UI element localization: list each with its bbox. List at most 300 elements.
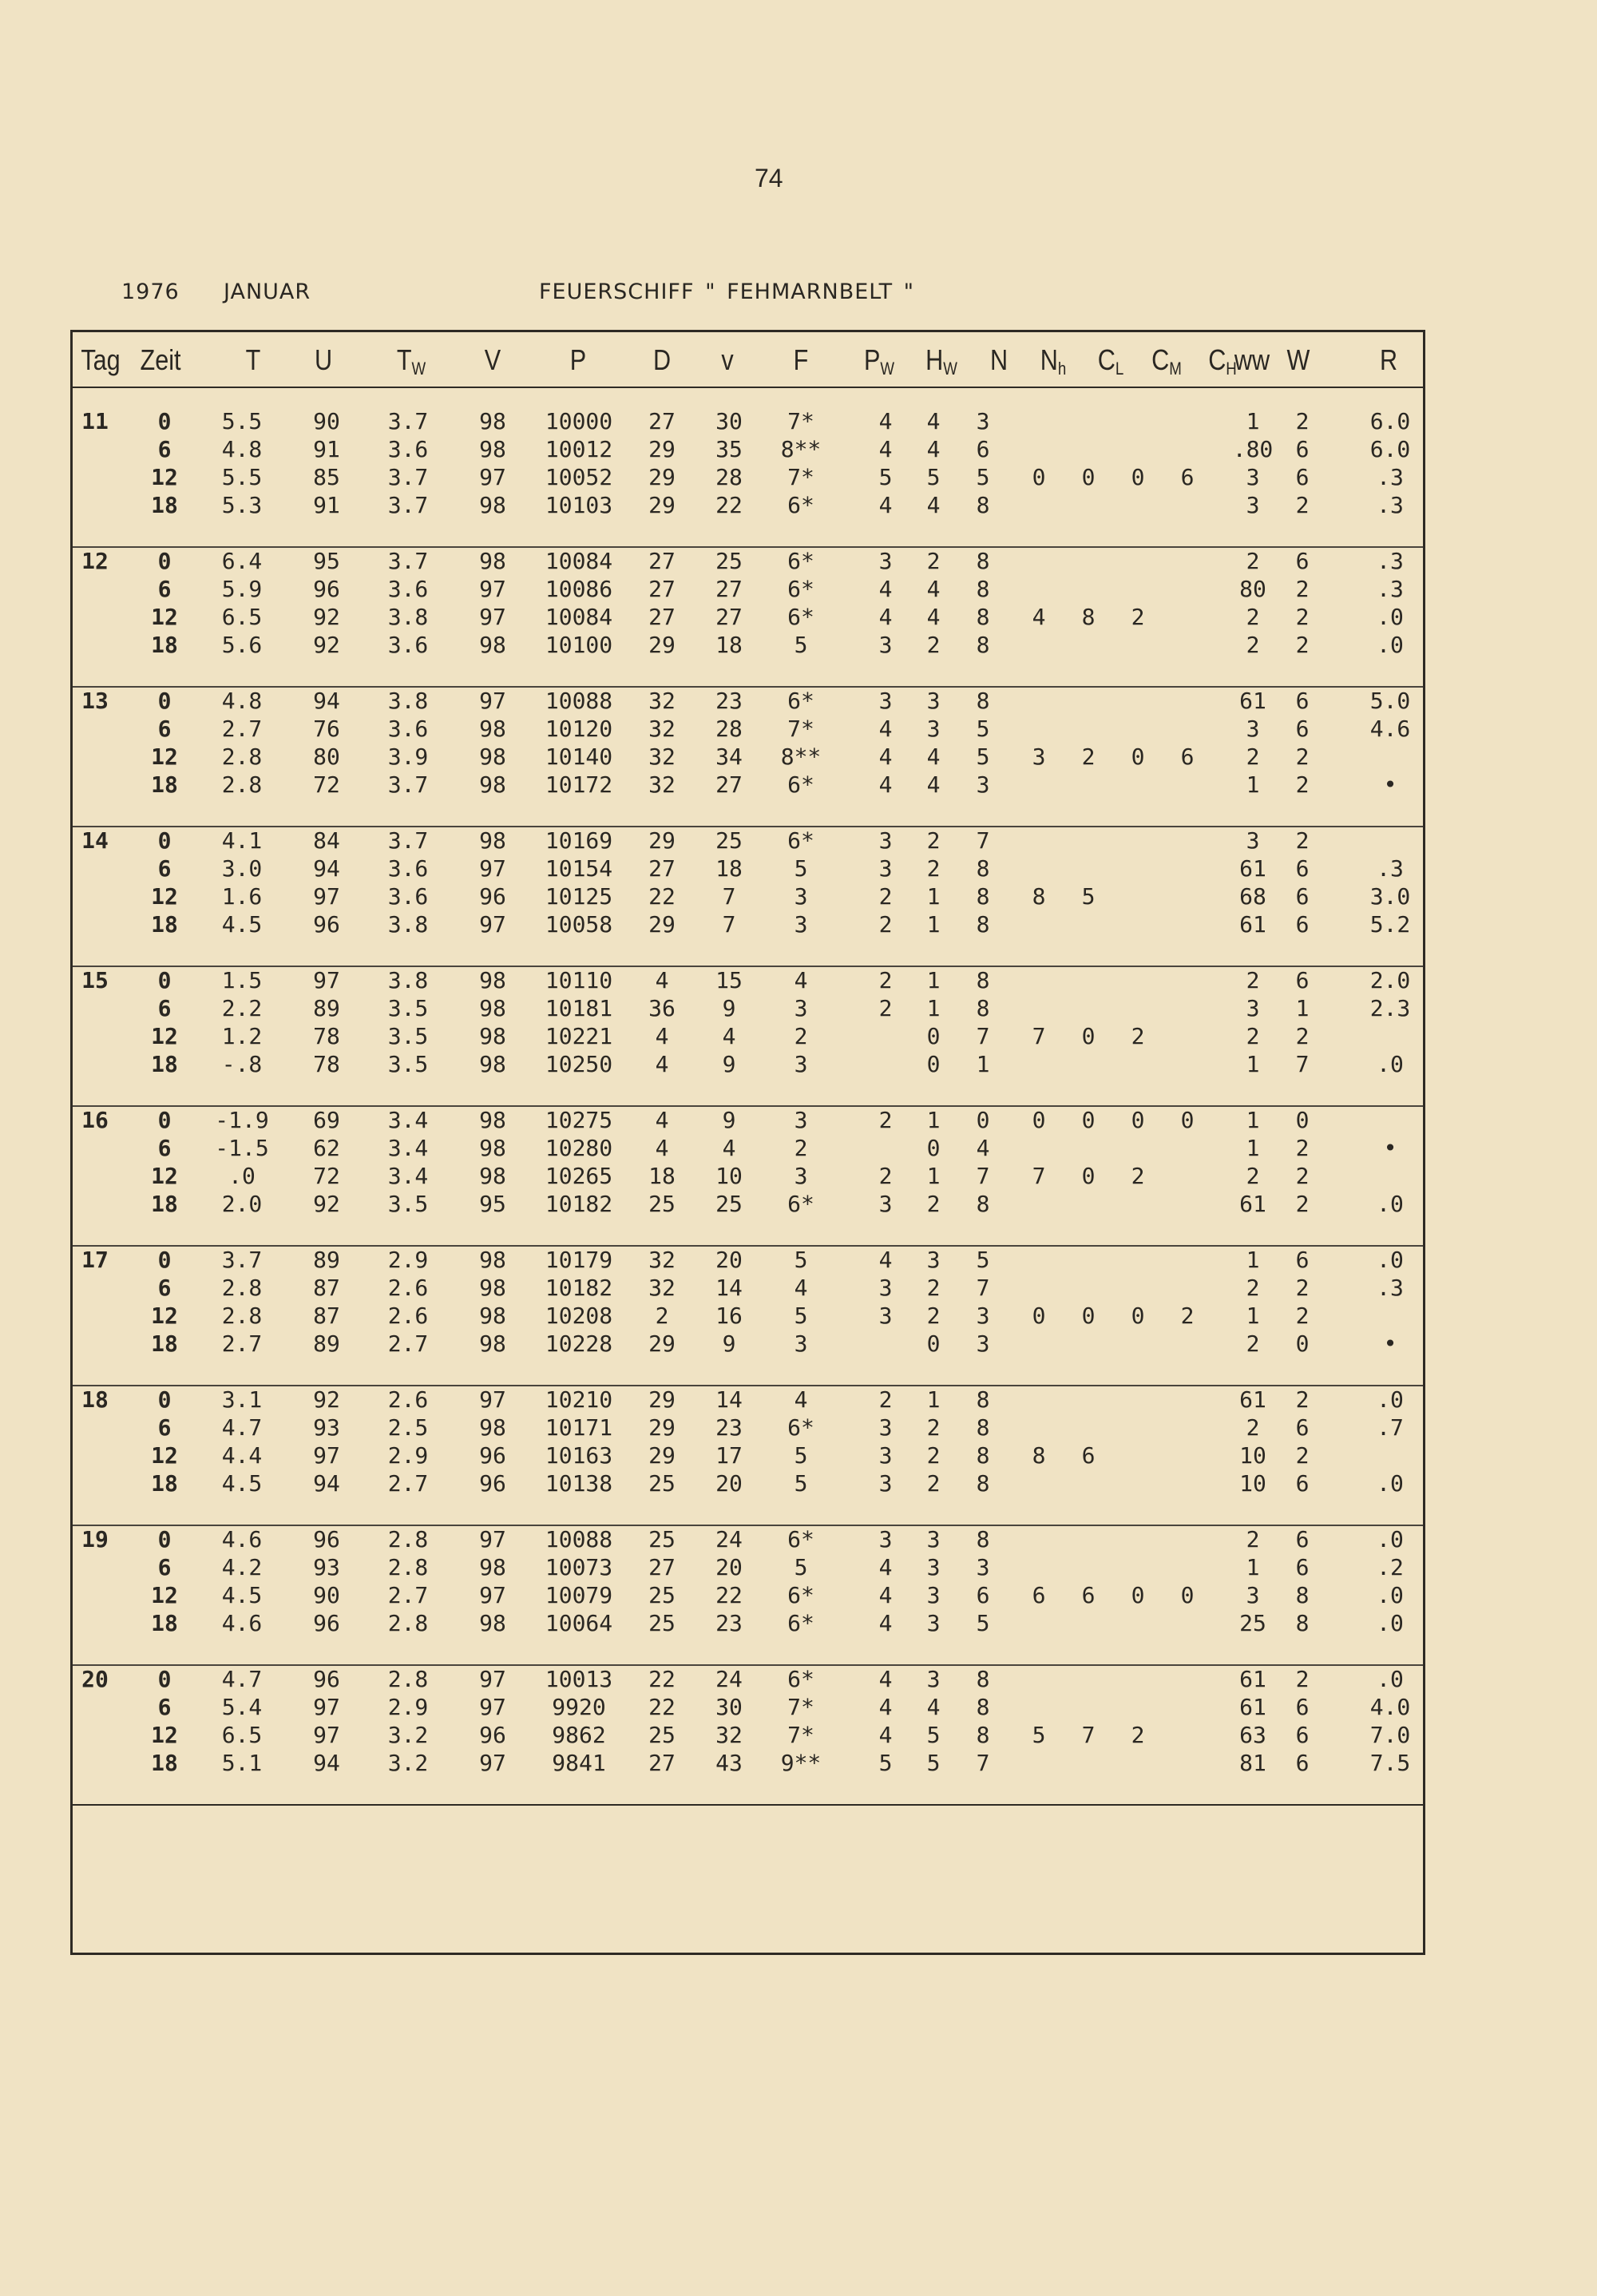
table-cell: 2.0	[1369, 967, 1411, 993]
table-cell: 98	[479, 436, 506, 462]
table-cell: 97	[479, 855, 506, 882]
table-cell: 2.8	[387, 1610, 429, 1636]
table-cell: 2.8	[387, 1526, 429, 1552]
table-cell: -.8	[221, 1051, 263, 1077]
table-cell: 61	[1239, 855, 1266, 882]
table-cell: 32	[648, 1247, 676, 1273]
table-cell: 4	[878, 1722, 893, 1748]
table-cell: 0	[157, 1247, 172, 1273]
table-cell: 4.5	[221, 1582, 263, 1608]
table-cell: 0	[157, 1386, 172, 1413]
table-cell: 2	[1246, 1526, 1260, 1552]
table-cell: 0	[976, 1107, 990, 1133]
table-cell: 5	[878, 1750, 893, 1776]
table-cell: 92	[313, 1191, 340, 1217]
table-cell: 61	[1239, 1694, 1266, 1720]
table-cell: 4	[878, 771, 893, 798]
table-cell: 78	[313, 1051, 340, 1077]
table-cell: 8	[976, 492, 990, 518]
table-cell: 3	[878, 632, 893, 658]
table-cell: 2	[878, 883, 893, 910]
table-cell: 4	[878, 1694, 893, 1720]
table-cell: 18	[715, 632, 743, 658]
table-cell: 3	[794, 1330, 808, 1357]
table-cell: 96	[313, 1610, 340, 1636]
table-cell: 0	[926, 1023, 941, 1049]
table-cell: 4	[655, 1023, 669, 1049]
table-cell: 4	[655, 1107, 669, 1133]
table-cell: 8	[1032, 883, 1046, 910]
table-cell: 5.3	[221, 492, 263, 518]
table-cell: 6*	[787, 688, 814, 714]
table-cell: 34	[715, 744, 743, 770]
table-cell: 29	[648, 1442, 676, 1469]
table-cell: 2	[1081, 744, 1096, 770]
column-header-17	[1208, 343, 1237, 379]
table-cell: 97	[479, 1666, 506, 1692]
day-number: 11	[81, 408, 109, 434]
day-block	[73, 1386, 1423, 1526]
table-cell: 92	[313, 604, 340, 630]
column-header-16	[1151, 343, 1182, 379]
table-cell: 1	[1246, 1051, 1260, 1077]
table-cell: 4	[878, 436, 893, 462]
table-cell: 6	[157, 1414, 172, 1441]
table-cell: 6	[1295, 1470, 1310, 1497]
table-row	[73, 716, 1423, 744]
table-row	[73, 827, 1423, 856]
table-cell: 5	[926, 1750, 941, 1776]
table-cell: 7.0	[1369, 1722, 1411, 1748]
table-cell: 0	[1180, 1107, 1195, 1133]
table-cell: 98	[479, 995, 506, 1021]
table-cell: 89	[313, 995, 340, 1021]
table-cell: 27	[648, 604, 676, 630]
table-cell: 2	[1246, 1414, 1260, 1441]
column-headers	[73, 332, 1423, 388]
table-cell: 4	[926, 771, 941, 798]
table-cell: 8	[976, 883, 990, 910]
table-cell: 7	[1081, 1722, 1096, 1748]
table-cell: 2	[794, 1023, 808, 1049]
table-row	[73, 1694, 1423, 1723]
table-cell: 4	[655, 967, 669, 993]
table-cell: 3.7	[387, 464, 429, 490]
table-cell: .3	[1377, 492, 1404, 518]
table-cell: 0	[157, 548, 172, 574]
table-cell: 18	[151, 1750, 178, 1776]
table-cell: 3.0	[221, 855, 263, 882]
table-cell: 4	[878, 1582, 893, 1608]
table-cell: 5.9	[221, 576, 263, 602]
day-block	[73, 1247, 1423, 1386]
table-cell: .0	[1377, 1666, 1404, 1692]
table-cell: 6	[157, 995, 172, 1021]
table-cell: 76	[313, 716, 340, 742]
table-cell: 2.9	[387, 1247, 429, 1273]
table-cell: 80	[1239, 576, 1266, 602]
table-cell: 14	[715, 1386, 743, 1413]
table-cell: 10088	[545, 1526, 613, 1552]
table-cell: 0	[926, 1135, 941, 1161]
table-cell: 10140	[545, 744, 613, 770]
table-cell: 3	[878, 827, 893, 854]
day-number: 19	[81, 1526, 109, 1552]
table-cell: 2	[655, 1303, 669, 1329]
table-cell: 2	[926, 548, 941, 574]
table-cell: 1	[926, 911, 941, 938]
table-cell: 4	[878, 492, 893, 518]
table-cell: 6*	[787, 1191, 814, 1217]
table-cell: 61	[1239, 1386, 1266, 1413]
table-cell: 96	[479, 1470, 506, 1497]
table-cell: .0	[228, 1163, 256, 1189]
table-cell: 4	[878, 408, 893, 434]
table-cell: 5.1	[221, 1750, 263, 1776]
table-cell: 1	[1246, 1135, 1260, 1161]
table-cell: 29	[648, 492, 676, 518]
column-header-main: C	[1097, 343, 1116, 376]
table-row	[73, 1303, 1423, 1331]
table-cell: 4.4	[221, 1442, 263, 1469]
table-cell: 6	[1295, 1694, 1310, 1720]
table-cell: 6	[1295, 1750, 1310, 1776]
table-cell: .7	[1377, 1414, 1404, 1441]
table-cell: 3.8	[387, 688, 429, 714]
table-cell: 3	[976, 1554, 990, 1580]
table-row	[73, 576, 1423, 605]
table-cell: 10171	[545, 1414, 613, 1441]
table-cell: 3.5	[387, 1023, 429, 1049]
table-cell: 0	[1032, 1303, 1046, 1329]
table-cell: 4	[926, 604, 941, 630]
table-cell: 1	[926, 883, 941, 910]
table-cell: 2	[1295, 771, 1310, 798]
table-cell: 35	[715, 436, 743, 462]
table-cell: 7	[1295, 1051, 1310, 1077]
table-cell: 1	[1246, 1247, 1260, 1273]
column-header-9	[721, 343, 733, 377]
table-cell: 7	[976, 827, 990, 854]
table-row	[73, 464, 1423, 493]
column-header-main: F	[793, 343, 809, 376]
table-cell: 10084	[545, 548, 613, 574]
table-cell: 72	[313, 771, 340, 798]
table-cell: 8**	[780, 436, 822, 462]
table-cell: 5	[794, 1303, 808, 1329]
table-cell: 4	[794, 967, 808, 993]
table-cell: 3.4	[387, 1163, 429, 1189]
table-cell: 1	[976, 1051, 990, 1077]
table-cell: 15	[715, 967, 743, 993]
table-cell: 0	[157, 1526, 172, 1552]
table-cell: 2.8	[221, 1275, 263, 1301]
table-cell: 6	[1295, 716, 1310, 742]
table-cell: 25	[715, 827, 743, 854]
table-cell: 6	[1295, 1722, 1310, 1748]
table-cell: 24	[715, 1666, 743, 1692]
table-cell: 0	[1180, 1582, 1195, 1608]
table-cell: 10079	[545, 1582, 613, 1608]
table-cell: 18	[151, 1191, 178, 1217]
table-cell: 6	[1295, 1554, 1310, 1580]
table-cell: 8	[1081, 604, 1096, 630]
table-cell: 10	[715, 1163, 743, 1189]
table-cell: 97	[479, 1582, 506, 1608]
table-cell: 2	[1295, 1442, 1310, 1469]
table-cell: 4.7	[221, 1414, 263, 1441]
table-cell: 4	[926, 408, 941, 434]
table-cell: 2.7	[221, 716, 263, 742]
table-cell: 12	[151, 1442, 178, 1469]
table-cell: 32	[648, 744, 676, 770]
table-cell: 0	[1032, 1107, 1046, 1133]
table-cell: 5	[926, 464, 941, 490]
table-cell: 10221	[545, 1023, 613, 1049]
table-cell: 29	[648, 911, 676, 938]
table-cell: 3	[1246, 1582, 1260, 1608]
table-row	[73, 1666, 1423, 1695]
table-cell: 89	[313, 1330, 340, 1357]
table-cell: 0	[1081, 1107, 1096, 1133]
table-cell: 27	[648, 576, 676, 602]
table-cell: 2	[1246, 604, 1260, 630]
table-row	[73, 995, 1423, 1024]
table-cell: 96	[479, 883, 506, 910]
column-header-8	[653, 343, 671, 377]
table-cell: 2	[926, 632, 941, 658]
table-cell: 5	[794, 1442, 808, 1469]
table-cell: 8	[976, 1442, 990, 1469]
table-cell: 3	[976, 408, 990, 434]
table-cell: 97	[479, 604, 506, 630]
column-header-5	[397, 343, 426, 379]
table-cell: 97	[479, 688, 506, 714]
table-cell: 6.0	[1369, 408, 1411, 434]
column-header-20	[1380, 343, 1397, 377]
table-cell: -1.5	[215, 1135, 269, 1161]
table-cell: 2.3	[1369, 995, 1411, 1021]
table-row	[73, 604, 1423, 632]
table-cell: 78	[313, 1023, 340, 1049]
table-cell: 10103	[545, 492, 613, 518]
table-cell: 9	[722, 1330, 736, 1357]
table-cell: 2	[1131, 1023, 1145, 1049]
table-cell: 30	[715, 1694, 743, 1720]
table-cell: 98	[479, 548, 506, 574]
table-cell: 2	[926, 1275, 941, 1301]
table-cell: 2	[1246, 1023, 1260, 1049]
table-cell: 10088	[545, 688, 613, 714]
table-cell: 25	[715, 1191, 743, 1217]
table-cell: 3.6	[387, 576, 429, 602]
table-cell: 0	[157, 827, 172, 854]
table-cell: 98	[479, 1247, 506, 1273]
table-cell: 20	[715, 1247, 743, 1273]
table-cell: 85	[313, 464, 340, 490]
table-cell: 25	[648, 1470, 676, 1497]
table-cell: 29	[648, 632, 676, 658]
table-cell: 12	[151, 1722, 178, 1748]
table-cell: 7	[976, 1163, 990, 1189]
table-row	[73, 967, 1423, 996]
table-cell: 8	[976, 911, 990, 938]
table-cell: 5.5	[221, 408, 263, 434]
table-cell: 2	[878, 911, 893, 938]
table-cell: 25	[648, 1191, 676, 1217]
column-header-main: V	[484, 343, 501, 376]
column-header-10	[794, 343, 809, 377]
column-header-14	[1040, 343, 1067, 379]
table-cell: 84	[313, 827, 340, 854]
table-cell: 6.4	[221, 548, 263, 574]
table-cell: 8	[1032, 1442, 1046, 1469]
table-cell: 3.2	[387, 1750, 429, 1776]
table-row	[73, 688, 1423, 716]
table-cell: 10265	[545, 1163, 613, 1189]
column-header-sub: h	[1057, 359, 1067, 379]
column-header-main: H	[925, 343, 944, 376]
table-cell: 2.0	[221, 1191, 263, 1217]
table-cell: 2	[1295, 576, 1310, 602]
table-cell: 3.7	[387, 492, 429, 518]
table-cell: 97	[479, 1526, 506, 1552]
table-cell: 6	[976, 1582, 990, 1608]
table-cell: 98	[479, 632, 506, 658]
day-block	[73, 1666, 1423, 1806]
table-cell: 6	[1295, 688, 1310, 714]
table-cell: 10110	[545, 967, 613, 993]
table-cell: 16	[715, 1303, 743, 1329]
table-cell: 6	[157, 855, 172, 882]
table-cell: 2	[1295, 1135, 1310, 1161]
table-cell: 8	[976, 1414, 990, 1441]
table-cell: 6	[1295, 1414, 1310, 1441]
table-cell: 7	[976, 1275, 990, 1301]
table-cell: 2	[878, 1163, 893, 1189]
table-cell: 10172	[545, 771, 613, 798]
table-cell: 4.5	[221, 911, 263, 938]
table-cell: 12	[151, 604, 178, 630]
table-cell: 3	[878, 1191, 893, 1217]
table-cell: 12	[151, 464, 178, 490]
table-cell: 3	[926, 1526, 941, 1552]
table-cell: 98	[479, 1275, 506, 1301]
table-cell: 94	[313, 1470, 340, 1497]
table-cell: 4.6	[1369, 716, 1411, 742]
table-row	[73, 1610, 1423, 1639]
column-header-main: Zeit	[140, 343, 181, 376]
table-cell: 2	[1131, 1163, 1145, 1189]
table-cell: 3	[794, 995, 808, 1021]
table-cell: 6.5	[221, 604, 263, 630]
table-cell: 2.8	[221, 1303, 263, 1329]
table-cell: 3	[878, 548, 893, 574]
day-block	[73, 688, 1423, 827]
table-cell: 3.5	[387, 1191, 429, 1217]
table-cell: -1.9	[215, 1107, 269, 1133]
table-cell: •	[1383, 771, 1397, 798]
table-cell: 22	[648, 1666, 676, 1692]
column-header-main: C	[1208, 343, 1226, 376]
column-header-7	[570, 343, 586, 377]
table-cell: 98	[479, 1107, 506, 1133]
table-cell: 1	[1246, 1107, 1260, 1133]
table-cell: 2.8	[221, 744, 263, 770]
table-cell: 4	[1032, 604, 1046, 630]
column-header-4	[315, 343, 332, 377]
table-cell: 0	[1131, 464, 1145, 490]
table-cell: 18	[151, 1610, 178, 1636]
table-cell: 6	[1295, 436, 1310, 462]
table-row	[73, 632, 1423, 660]
table-cell: 27	[648, 1554, 676, 1580]
table-cell: 27	[715, 576, 743, 602]
table-cell: 10	[1239, 1470, 1266, 1497]
table-row	[73, 1023, 1423, 1052]
table-cell: 93	[313, 1414, 340, 1441]
table-cell: 25	[1239, 1610, 1266, 1636]
table-cell: 2	[1246, 1330, 1260, 1357]
table-cell: 10138	[545, 1470, 613, 1497]
day-block	[73, 827, 1423, 967]
table-cell: 6	[1295, 883, 1310, 910]
table-row	[73, 1722, 1423, 1751]
table-cell: 3	[794, 1107, 808, 1133]
table-cell: 6	[1081, 1442, 1096, 1469]
table-cell: 3	[878, 1414, 893, 1441]
column-header-main: T	[245, 343, 261, 376]
column-header-main: R	[1379, 343, 1398, 376]
table-cell: 0	[1131, 744, 1145, 770]
table-cell: .0	[1377, 1582, 1404, 1608]
table-cell: 4	[878, 716, 893, 742]
table-body	[73, 408, 1423, 1806]
table-cell: 96	[313, 1666, 340, 1692]
table-cell: 69	[313, 1107, 340, 1133]
table-cell: 43	[715, 1750, 743, 1776]
column-header-sub: W	[880, 359, 895, 379]
table-cell: 91	[313, 436, 340, 462]
table-cell: 3.4	[387, 1135, 429, 1161]
table-cell: 6	[157, 436, 172, 462]
column-header-sub: M	[1169, 359, 1182, 379]
column-header-main: T	[396, 343, 412, 376]
table-cell: 0	[157, 688, 172, 714]
table-cell: 94	[313, 855, 340, 882]
table-cell: 10169	[545, 827, 613, 854]
day-number: 15	[81, 967, 109, 993]
table-cell: 3	[794, 1051, 808, 1077]
table-cell: 5.5	[221, 464, 263, 490]
table-cell: 6	[1180, 464, 1195, 490]
table-cell: 3	[976, 771, 990, 798]
table-cell: 32	[715, 1722, 743, 1748]
table-cell: 2.8	[387, 1666, 429, 1692]
table-cell: 2	[878, 1107, 893, 1133]
table-cell: 10086	[545, 576, 613, 602]
table-cell: 3.4	[387, 1107, 429, 1133]
table-cell: 72	[313, 1163, 340, 1189]
table-row	[73, 744, 1423, 772]
table-cell: 3.0	[1369, 883, 1411, 910]
table-cell: 98	[479, 1135, 506, 1161]
column-header-sub: W	[943, 359, 957, 379]
table-cell: 4	[878, 1610, 893, 1636]
table-cell: 94	[313, 688, 340, 714]
table-cell: 2	[1295, 1303, 1310, 1329]
table-cell: 2	[1295, 1275, 1310, 1301]
